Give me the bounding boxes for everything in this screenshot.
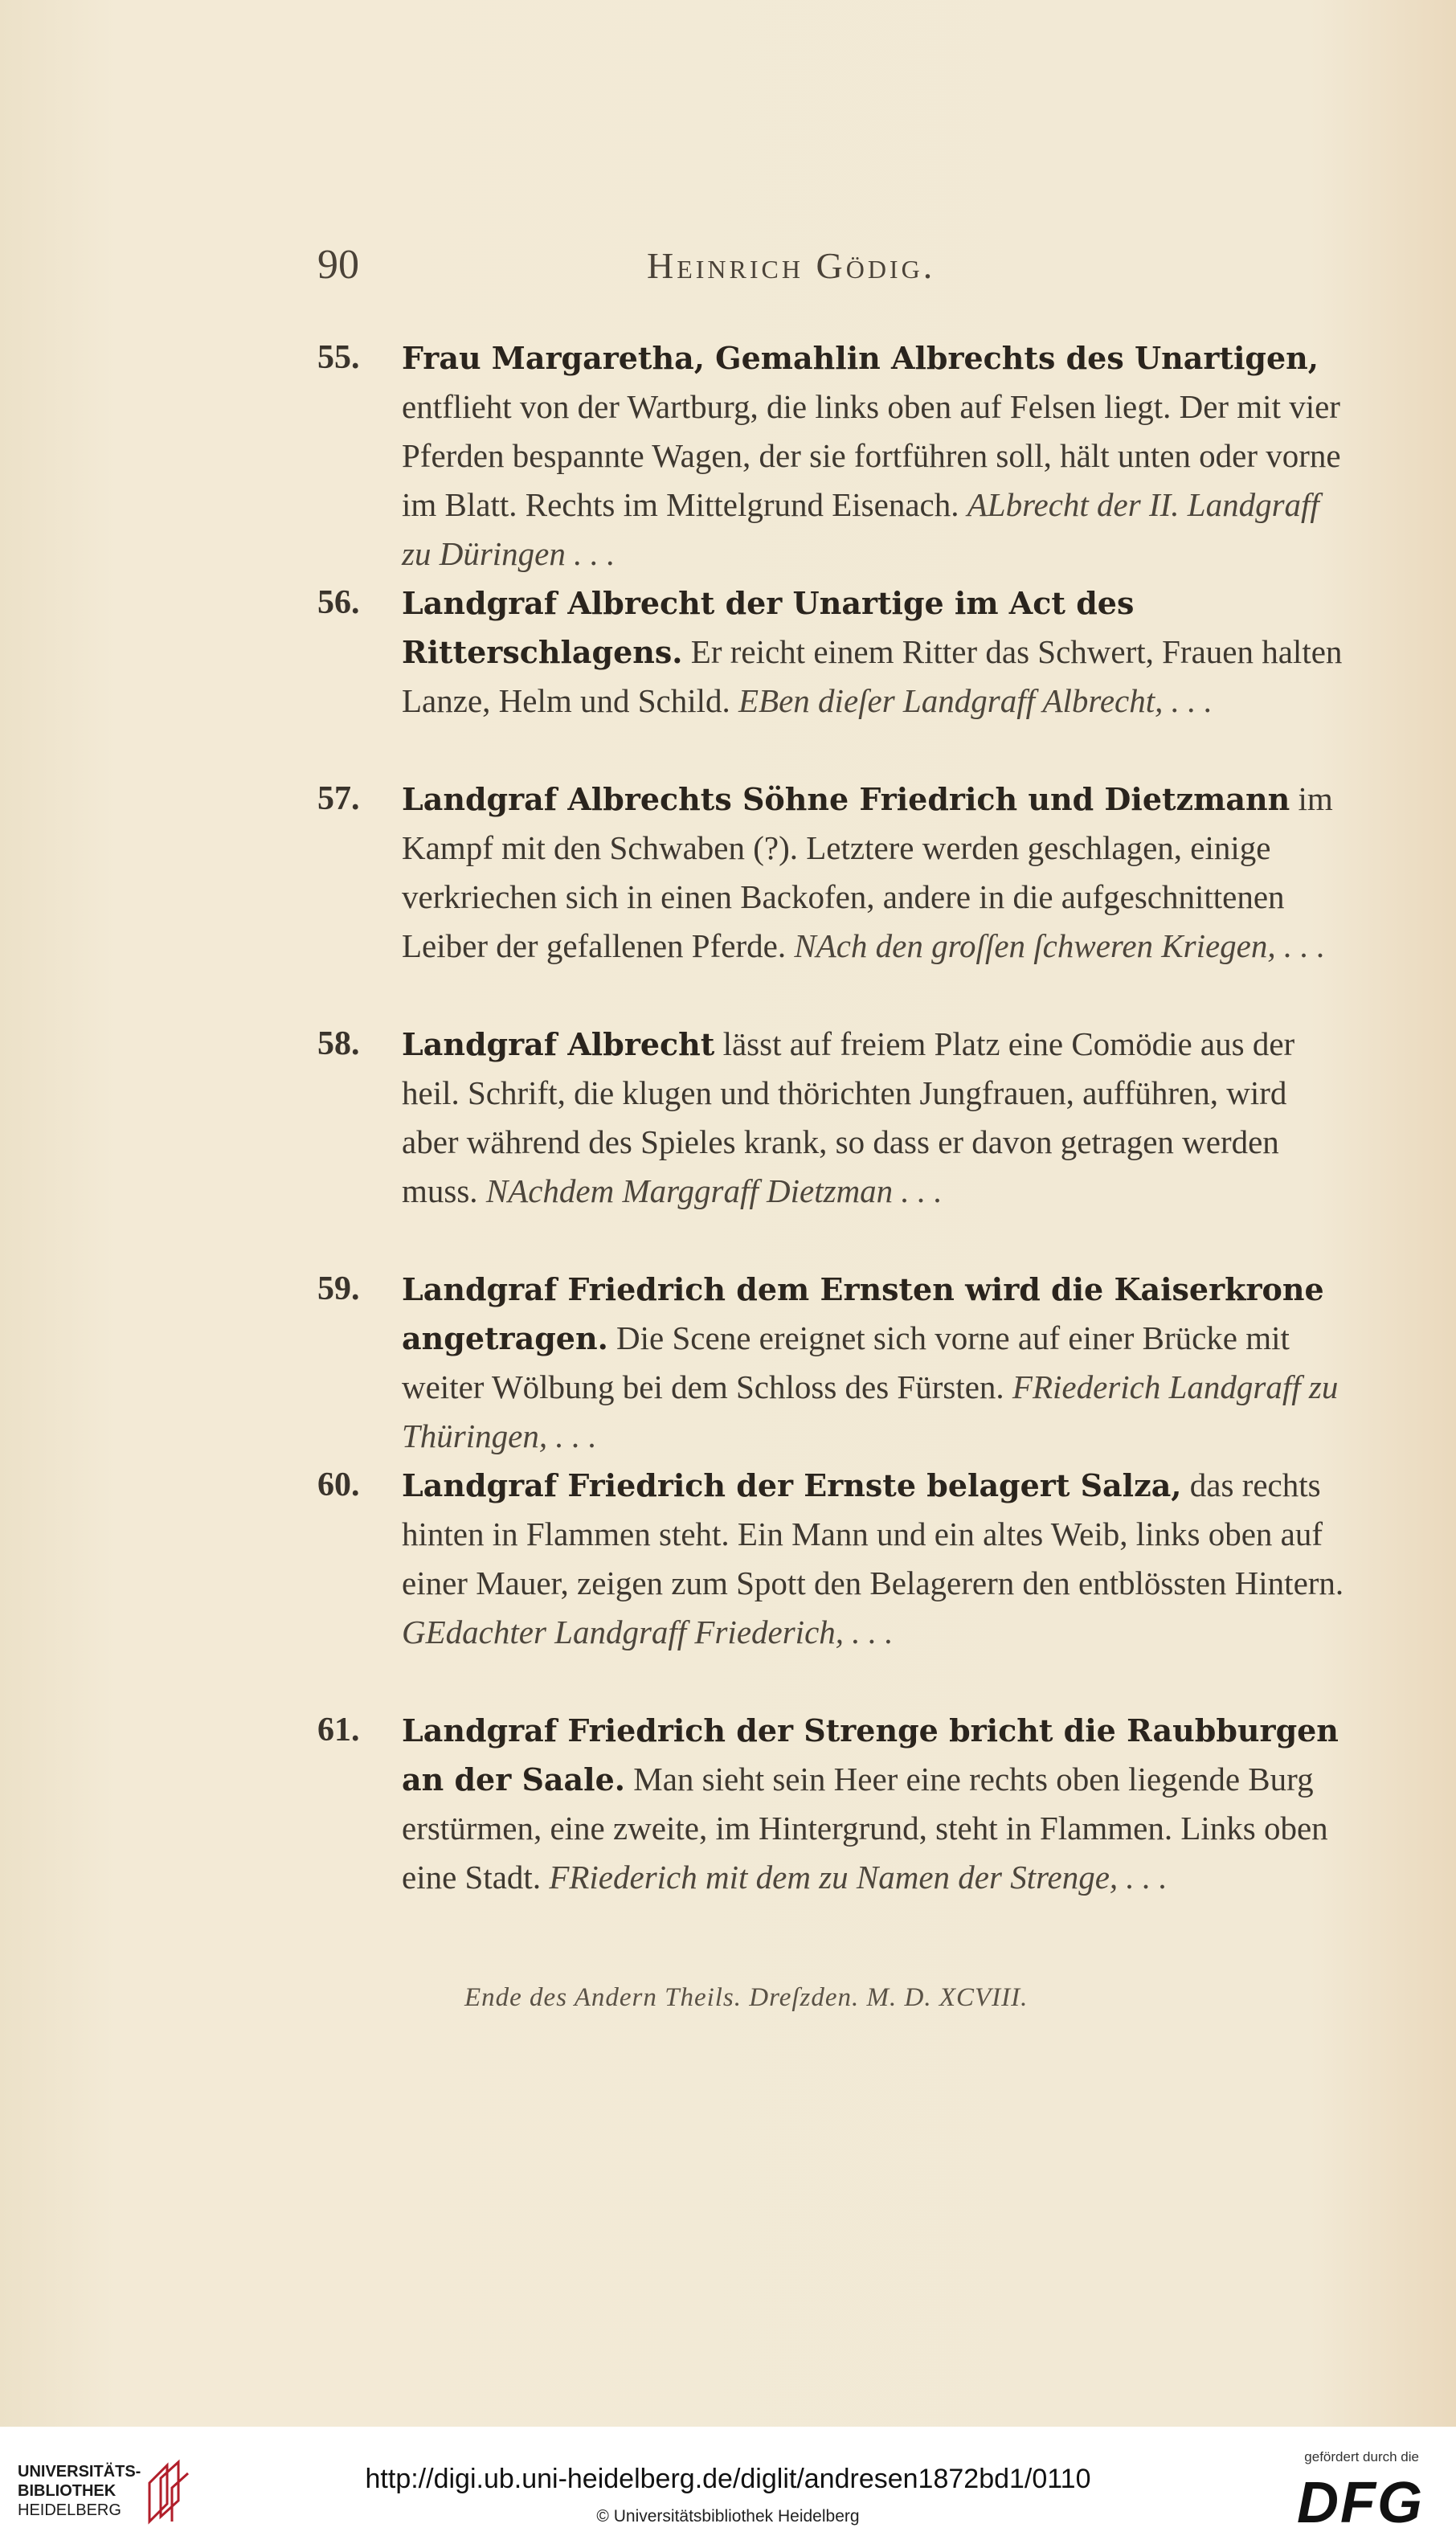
entry-title: Landgraf Friedrich dem Ernsten wird die Kaiserkrone angetragen. bbox=[402, 1271, 1324, 1356]
entry-title: Landgraf Albrecht bbox=[402, 1026, 715, 1062]
entry-description: Man sieht sein Heer eine rechts oben liegende Burg erstürmen, eine zweite, im Hintergrund, steht in Flammen. Links oben eine Stadt. bbox=[402, 1761, 1328, 1896]
entry-quote: FRiederich Landgraff zu Thüringen, . . . bbox=[402, 1368, 1339, 1454]
permalink-url[interactable]: http://digi.ub.uni-heidelberg.de/diglit/andresen1872bd1/0110 bbox=[365, 2464, 1091, 2494]
catalogue-entry bbox=[317, 775, 1346, 1020]
entry-description: im Kampf mit den Schwaben (?). Letztere werden geschlagen, einige verkriechen sich in einen Backofen, andere in die aufgeschnittenen Leiber der gefallenen Pferde. bbox=[402, 780, 1333, 964]
dfg-logo: DFG bbox=[1297, 2471, 1424, 2535]
running-title: Heinrich Gödig. bbox=[647, 245, 936, 286]
page-number: 90 bbox=[317, 242, 359, 288]
library-name-line: UNIVERSITÄTS- bbox=[18, 2463, 141, 2481]
entry-number: 55. bbox=[317, 339, 360, 376]
entry-number: 59. bbox=[317, 1270, 360, 1307]
catalogue-entries bbox=[317, 333, 1346, 1951]
catalogue-entry bbox=[317, 1020, 1346, 1265]
entry-description: entflieht von der Wartburg, die links oben auf Felsen liegt. Der mit vier Pferden bespannte Wagen, der sie fortführen soll, hält unten oder vorne im Blatt. Rechts im Mittelgrund Eisenach. bbox=[402, 388, 1341, 523]
entry-quote: EBen dieſer Landgraff Albrecht, . . . bbox=[738, 682, 1213, 719]
library-name bbox=[18, 2462, 162, 2520]
viewer-footer bbox=[0, 2427, 1456, 2540]
entry-title: Frau Margaretha, Gemahlin Albrechts des Unartigen, bbox=[402, 340, 1319, 376]
entry-number: 56. bbox=[317, 584, 360, 621]
entry-title: Landgraf Albrecht der Unartige im Act des Ritterschlagens. bbox=[402, 585, 1135, 670]
copyright-notice: © Universitätsbibliothek Heidelberg bbox=[596, 2507, 860, 2526]
entry-number: 61. bbox=[317, 1712, 360, 1749]
entry-quote: NAch den groſſen ſchweren Kriegen, . . . bbox=[794, 927, 1326, 964]
colophon: Ende des Andern Theils. Dreſzden. M. D. XCVIII. bbox=[464, 1983, 1029, 2012]
entry-number: 60. bbox=[317, 1466, 360, 1503]
entry-description: das rechts hinten in Flammen steht. Ein Mann und ein altes Weib, links oben auf einer Mauer, zeigen zum Spott den Belagerern den entblössten Hintern. bbox=[402, 1466, 1344, 1601]
entry-description: lässt auf freiem Platz eine Comödie aus der heil. Schrift, die klugen und thörichten Jungfrauen, aufführen, wird aber während des Spieles krank, so dass er davon getragen werden muss. bbox=[402, 1025, 1295, 1209]
entry-description: Die Scene ereignet sich vorne auf einer Brücke mit weiter Wölbung bei dem Schloss des Fürsten. bbox=[402, 1319, 1290, 1405]
library-name-line: HEIDELBERG bbox=[18, 2501, 121, 2519]
entry-number: 57. bbox=[317, 780, 360, 817]
library-name-line: BIBLIOTHEK bbox=[18, 2482, 117, 2500]
catalogue-entry bbox=[317, 333, 1346, 579]
entry-title: Landgraf Friedrich der Strenge bricht die Raubburgen an der Saale. bbox=[402, 1712, 1339, 1798]
entry-title: Landgraf Friedrich der Ernste belagert Salza, bbox=[402, 1467, 1182, 1503]
funding-label: gefördert durch die bbox=[1304, 2449, 1419, 2464]
entry-description: Er reicht einem Ritter das Schwert, Frauen halten Lanze, Helm und Schild. bbox=[402, 633, 1343, 719]
catalogue-entry bbox=[317, 1706, 1346, 1951]
page-header bbox=[317, 241, 1362, 305]
entry-title: Landgraf Albrechts Söhne Friedrich und Dietzmann bbox=[402, 781, 1290, 817]
library-logo-icon bbox=[143, 2459, 193, 2525]
entry-quote: ALbrecht der II. Landgraff zu Düringen . . . bbox=[402, 486, 1319, 572]
entry-number: 58. bbox=[317, 1025, 360, 1062]
entry-quote: GEdachter Landgraff Friederich, . . . bbox=[402, 1614, 894, 1650]
catalogue-entry bbox=[317, 1265, 1346, 1461]
entry-quote: NAchdem Marggraff Dietzman . . . bbox=[485, 1172, 943, 1209]
entry-quote: FRiederich mit dem zu Namen der Strenge, . . . bbox=[549, 1859, 1168, 1896]
catalogue-entry bbox=[317, 579, 1346, 775]
catalogue-entry bbox=[317, 1461, 1346, 1706]
